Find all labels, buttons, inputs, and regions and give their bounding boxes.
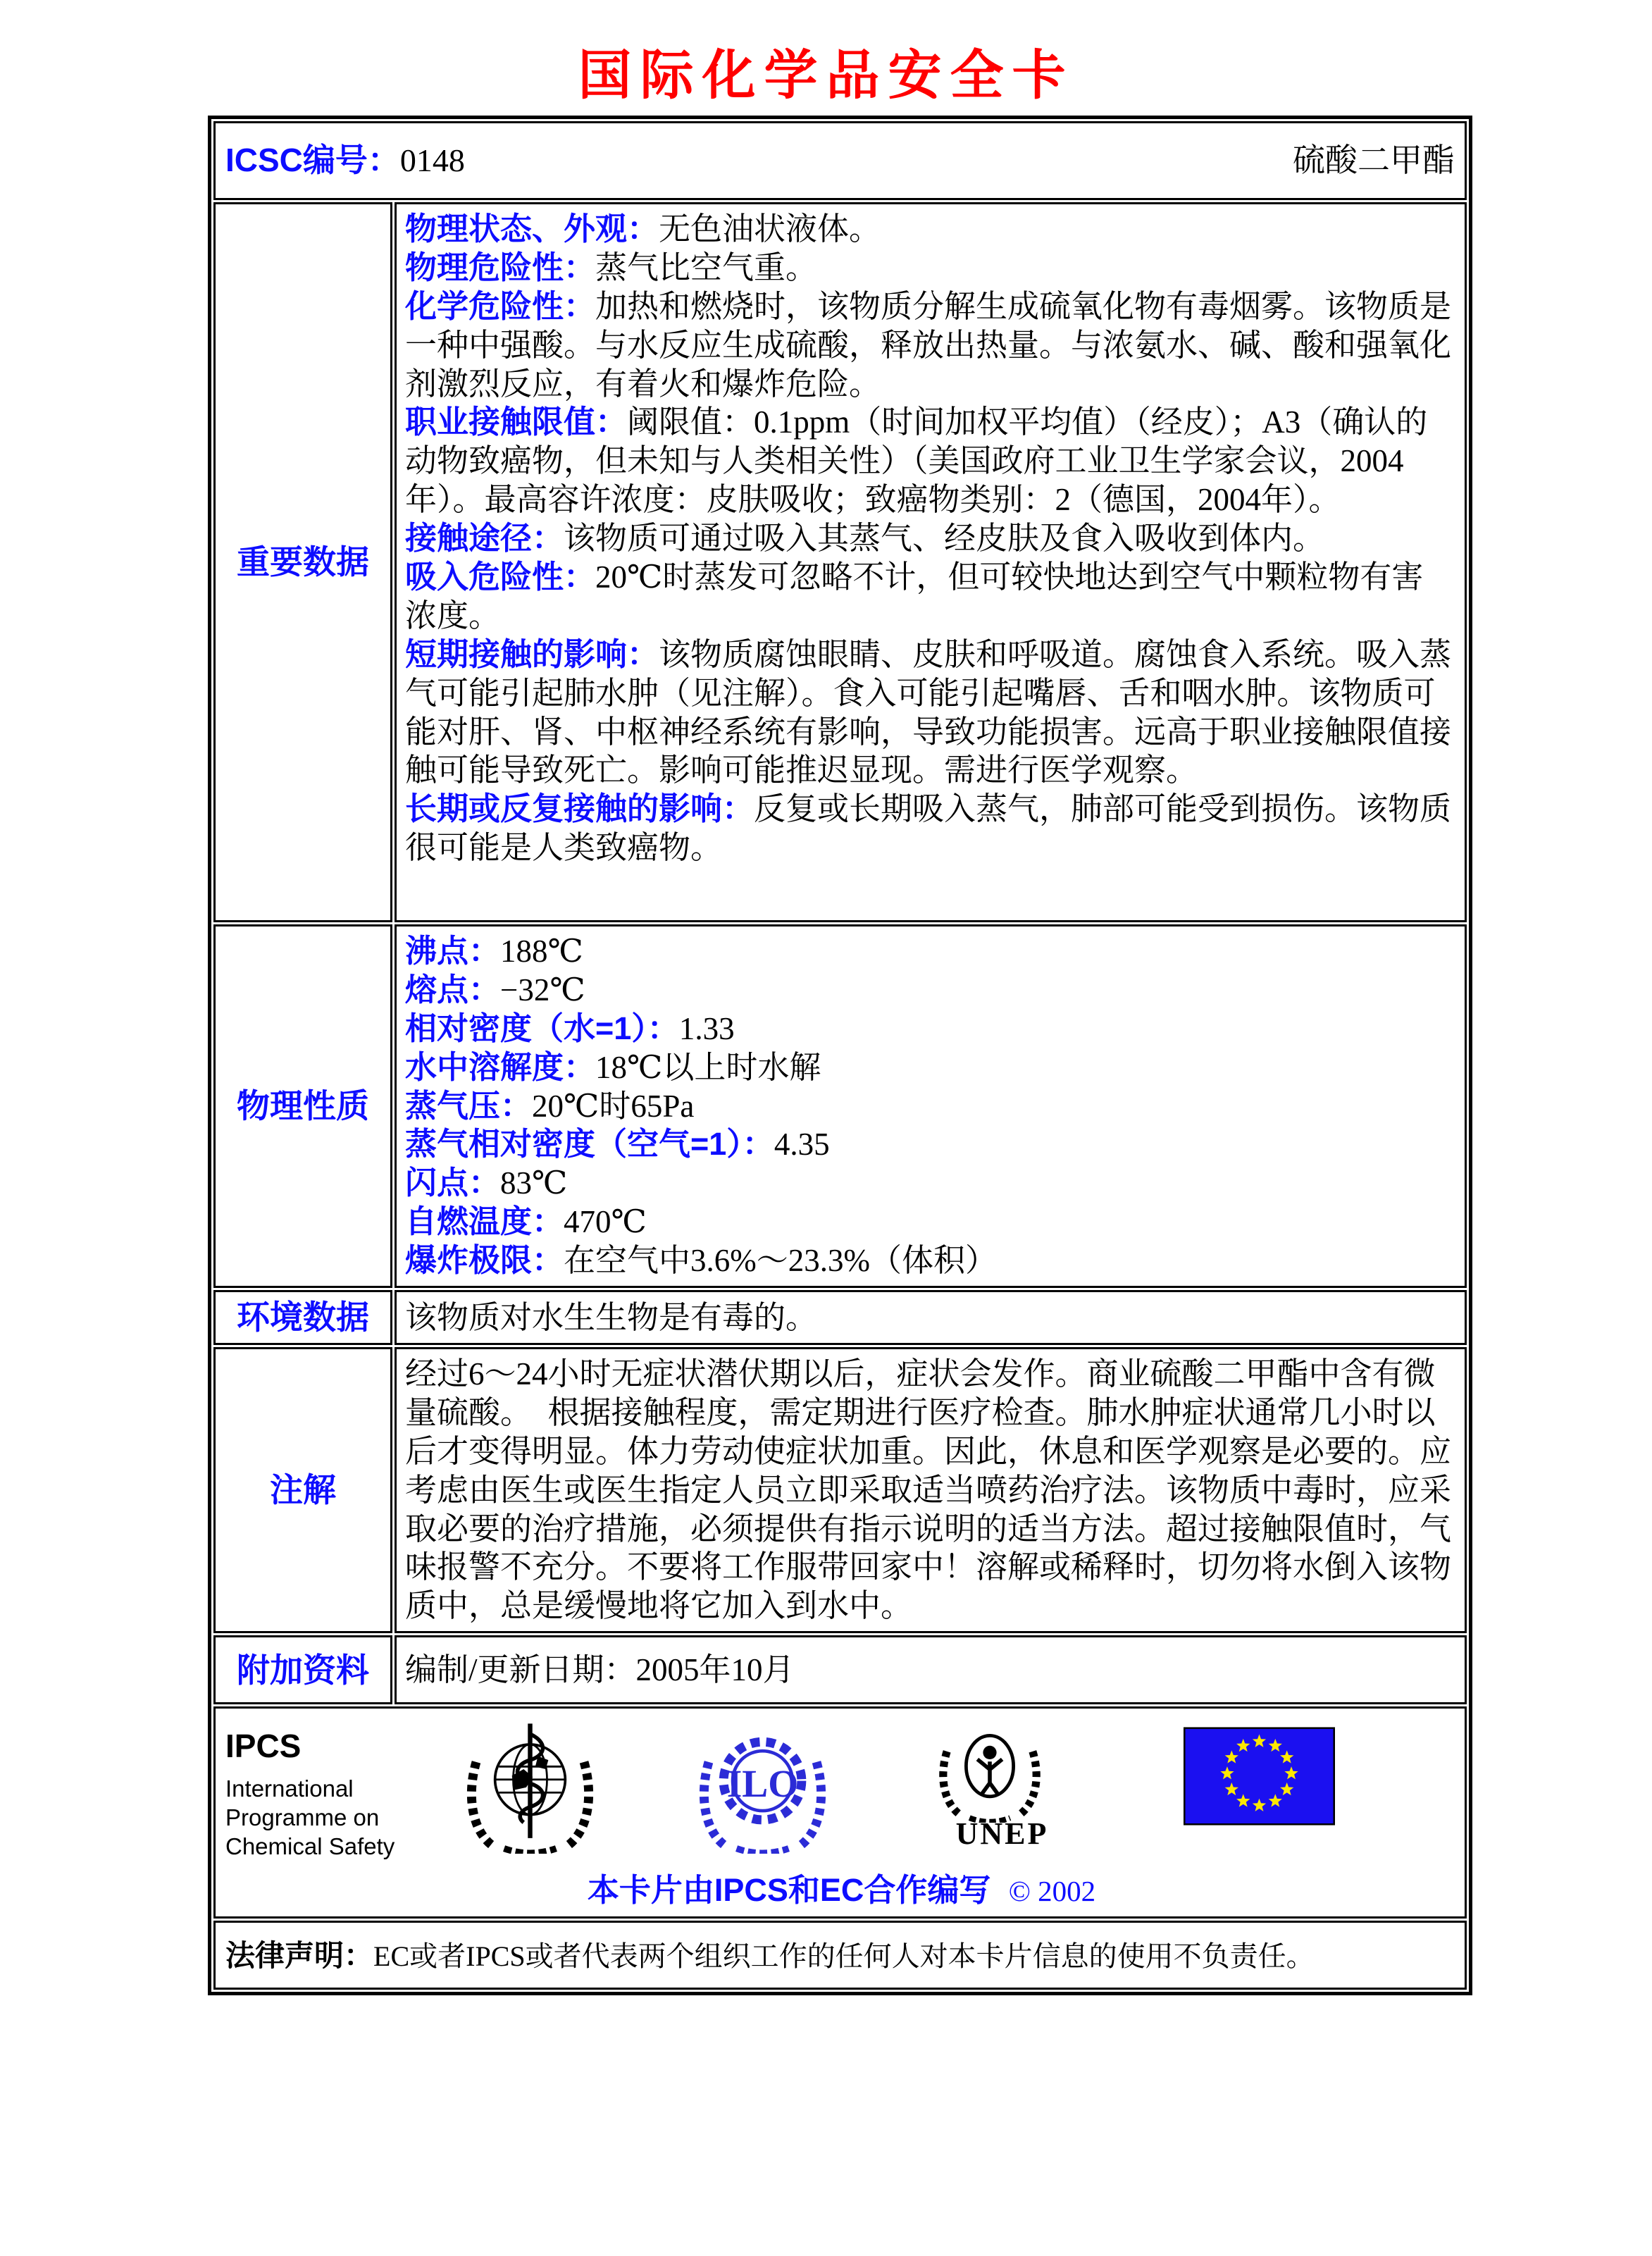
data-item xyxy=(405,210,1453,249)
environmental-data-row xyxy=(213,1290,1467,1345)
item-label: 蒸气压： xyxy=(405,1087,533,1124)
item-text: 反复或长期吸入蒸气，肺部可能受到损伤。该物质很可能是人类致癌物。 xyxy=(405,791,1452,866)
item-text: 188℃ xyxy=(500,934,583,969)
item-label: 化学危险性： xyxy=(405,287,596,324)
item-label: 相对密度（水=1）： xyxy=(405,1010,679,1046)
item-text: 该物质腐蚀眼睛、皮肤和呼吸道。腐蚀食入系统。吸入蒸气可能引起肺水肿（见注解）。食入可能引起嘴唇、舌和咽水肿。该物质可能对肝、肾、中枢神经系统有影响，导致功能损害。远高于职业接触限值接触可能导致死亡。影响可能推迟显现。需进行医学观察。 xyxy=(405,636,1452,788)
data-item xyxy=(405,1087,1453,1126)
logos-cell xyxy=(213,1706,1467,1919)
chemical-name: 硫酸二甲酯 xyxy=(1293,142,1455,178)
legal-notice-label: 法律声明： xyxy=(225,1938,374,1972)
data-item xyxy=(405,249,1453,287)
important-data-row xyxy=(213,202,1467,922)
section-label-important-data: 重要数据 xyxy=(213,202,392,922)
ipcs-name-line: Chemical Safety xyxy=(225,1833,395,1860)
unep-caption: UNEP xyxy=(955,1816,1049,1852)
item-text: 20℃时65Pa xyxy=(532,1088,695,1124)
item-label: 职业接触限值： xyxy=(405,404,628,440)
item-label: 蒸气相对密度（空气=1）： xyxy=(405,1126,774,1163)
ipcs-text-block xyxy=(225,1718,458,1861)
item-text: 无色油状液体。 xyxy=(659,211,881,247)
item-label: 吸入危险性： xyxy=(405,559,596,595)
ilo-logo-icon xyxy=(697,1718,828,1854)
item-label: 短期接触的影响： xyxy=(405,636,659,672)
copyright-text: © 2002 xyxy=(1008,1874,1096,1907)
data-item xyxy=(405,1164,1453,1203)
physical-properties-row xyxy=(213,924,1467,1288)
update-date-value: 2005年10月 xyxy=(635,1651,795,1687)
item-label: 物理危险性： xyxy=(405,249,596,285)
legal-cell xyxy=(213,1921,1467,1990)
legal-row xyxy=(213,1921,1467,1990)
section-label-physical-properties: 物理性质 xyxy=(213,924,392,1288)
item-label: 闪点： xyxy=(405,1165,501,1201)
unep-logo-block xyxy=(933,1718,1071,1852)
ipcs-name-line: Programme on xyxy=(225,1804,380,1831)
icsc-number-value: 0148 xyxy=(399,142,465,179)
item-label: 爆炸极限： xyxy=(405,1242,564,1279)
who-logo-icon xyxy=(465,1718,595,1854)
item-text: 18℃以上时水解 xyxy=(595,1049,821,1085)
item-text: 20℃时蒸发可忽略不计，但可较快地达到空气中颗粒物有害浓度。 xyxy=(405,559,1424,633)
header-cell xyxy=(213,121,1467,200)
notes-content: 经过6～24小时无症状潜伏期以后，症状会发作。商业硫酸二甲酯中含有微量硫酸。 根据接触程度，需定期进行医疗检查。肺水肿症状通常几小时以后才变得明显。体力劳动使症状加重。因此，休息和医学观察是必要的。应考虑由医生或医生指定人员立即采取适当喷药治疗法。该物质中毒时，应采取必要的治疗措施，必须提供有指示说明的适当方法。超过接触限值时，气味报警不充分。不要将工作服带回家中！溶解或稀释时，切勿将水倒入该物质中，总是缓慢地将它加入到水中。 xyxy=(395,1347,1467,1633)
additional-info-row xyxy=(213,1635,1467,1704)
item-label: 长期或反复接触的影响： xyxy=(405,791,754,827)
item-label: 水中溶解度： xyxy=(405,1048,596,1085)
item-text: 该物质可通过吸入其蒸气、经皮肤及食入吸收到体内。 xyxy=(564,521,1325,557)
icsc-number-group xyxy=(225,140,465,180)
icsc-card-table xyxy=(208,116,1472,1995)
item-text: 加热和燃烧时，该物质分解生成硫氧化物有毒烟雾。该物质是一种中强酸。与水反应生成硫酸，释放出热量。与浓氨水、碱、酸和强氧化剂激烈反应，有着火和爆炸危险。 xyxy=(405,288,1452,402)
logos-row xyxy=(213,1706,1467,1919)
data-item xyxy=(405,403,1453,519)
item-label: 沸点： xyxy=(405,933,501,969)
data-item xyxy=(405,1048,1453,1087)
important-data-content xyxy=(395,202,1467,922)
data-item xyxy=(405,519,1453,558)
physical-properties-content xyxy=(395,924,1467,1288)
header-row xyxy=(213,121,1467,200)
environmental-data-content: 该物质对水生生物是有毒的。 xyxy=(395,1290,1467,1345)
item-label: 接触途径： xyxy=(405,520,564,557)
page-title: 国际化学品安全卡 xyxy=(578,47,1074,106)
item-text: −32℃ xyxy=(500,972,585,1008)
item-label: 自燃温度： xyxy=(405,1203,564,1240)
cooperation-caption xyxy=(225,1871,1458,1910)
data-item xyxy=(405,636,1453,791)
ipcs-abbreviation: IPCS xyxy=(225,1728,302,1765)
item-text: 阈限值：0.1ppm（时间加权平均值）（经皮）；A3（确认的动物致癌物，但未知与人类相关性）（美国政府工业卫生学家会议，2004年）。最高容许浓度：皮肤吸收；致癌物类别：2（德国，2004年）。 xyxy=(405,404,1428,518)
data-item xyxy=(405,1125,1453,1164)
item-label: 熔点： xyxy=(405,971,501,1008)
data-item xyxy=(405,971,1453,1010)
item-text: 蒸气比空气重。 xyxy=(595,249,818,285)
update-date-label: 编制/更新日期： xyxy=(405,1651,636,1687)
ipcs-name-line: International xyxy=(225,1775,354,1802)
eu-flag-icon xyxy=(1184,1727,1335,1826)
item-text: 在空气中3.6%～23.3%（体积） xyxy=(564,1243,997,1279)
data-item xyxy=(405,1241,1453,1280)
section-label-notes: 注解 xyxy=(213,1347,392,1633)
data-item xyxy=(405,932,1453,971)
icsc-number-label: ICSC编号： xyxy=(225,142,400,179)
data-item xyxy=(405,790,1453,867)
svg-text:ILO: ILO xyxy=(726,1762,799,1806)
data-item xyxy=(405,287,1453,404)
notes-row xyxy=(213,1347,1467,1633)
item-label: 物理状态、外观： xyxy=(405,211,659,247)
data-item xyxy=(405,1203,1453,1241)
item-text: 83℃ xyxy=(500,1165,568,1201)
data-item xyxy=(405,1010,1453,1048)
section-label-environmental-data: 环境数据 xyxy=(213,1290,392,1345)
legal-notice-text: EC或者IPCS或者代表两个组织工作的任何人对本卡片信息的使用不负责任。 xyxy=(373,1940,1315,1972)
cooperation-caption-text: 本卡片由IPCS和EC合作编写 xyxy=(587,1871,991,1908)
section-label-additional-info: 附加资料 xyxy=(213,1635,392,1704)
additional-info-content xyxy=(395,1635,1467,1704)
item-text: 1.33 xyxy=(678,1010,735,1046)
item-text: 4.35 xyxy=(774,1127,830,1163)
unep-logo-icon xyxy=(933,1718,1046,1823)
item-text: 470℃ xyxy=(564,1204,647,1240)
data-item xyxy=(405,558,1453,636)
